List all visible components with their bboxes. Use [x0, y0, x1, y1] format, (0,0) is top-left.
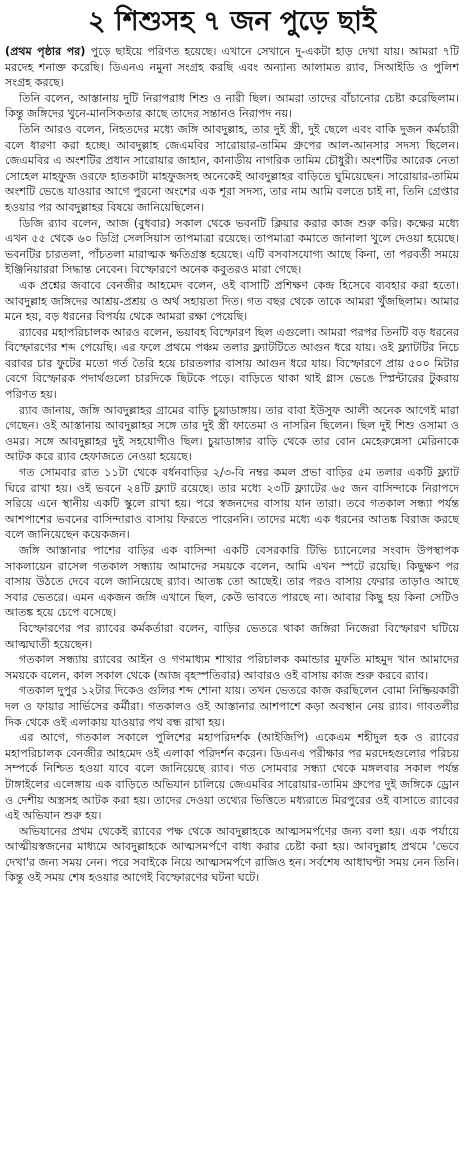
article-paragraph: বিস্ফোরণের পর র‍্যাবের কর্মকর্তারা বলেন, বাড়ির ভেতরে থাকা জঙ্গিরা নিজেরা বিস্ফোরণ ঘটিয়ে আত্মঘাতী হয়েছেন।: [5, 621, 459, 651]
article-paragraph: ডিজি র‍্যাব বলেন, আজ (বুধবার) সকাল থেকে ভবনটি ক্লিয়ার করার কাজ শুরু করি। কক্ষের মধ্যে এখন ৫৫ থেকে ৬০ ডিগ্রি সেলসিয়াস তাপমাত্রা রয়েছে। তাপমাত্রা কমাতে জানালা খুলে দেওয়া হয়েছে। ভবনটির চারতলা, পাঁচতলা মারাত্মক ক্ষতিগ্রস্ত হয়েছে। এটি বসবাসযোগ্য আছে কিনা, তা পরবর্তী সময়ে ইঞ্জিনিয়াররা সিদ্ধান্ত নেবেন। বিস্ফোরণে অনেক কবুতরও মারা গেছে।: [5, 216, 459, 277]
article-paragraph: তিনি আরও বলেন, নিহতদের মধ্যে জঙ্গি আবদুল্লাহ, তার দুই স্ত্রী, দুই ছেলে এবং বাকি দুজন কর্মচারী বলে ধারণা করা হচ্ছে। আবদুল্লাহ জেএমবির সারোয়ার-তামিম গ্রুপের আল-আনসার সদস্য ছিলেন। জেএমবির এ অংশটির প্রধান সারোয়ার জাহান, কানাডীয় নাগরিক তামিম চৌধুরী। অংশটির আরেক নেতা সোহেল মাহফুজ ওরফে হাতকাটা মাহফুজসহ অনেকেই আবদুল্লাহর বাড়িতে ঘুমিয়েছেন। সারোয়ার-তামিম অংশটি ভেঙে যাওয়ার আগে পুরনো অংশের এক শূরা সদস্য, তার নাম আমি বলতে চাই না, তিনি গ্রেপ্তার হওয়ার পর আবদুল্লাহর বিষয়ে জানিয়েছিলেন।: [5, 122, 459, 214]
article-paragraph: এর আগে, গতকাল সকালে পুলিশের মহাপরিদর্শক (আইজিপি) একেএম শহীদুল হক ও র‍্যাবের মহাপরিচালক বেনজীর আহমেদ ওই এলাকা পরিদর্শন করেন। ডিএনএ পরীক্ষার পর মরদেহগুলোর পরিচয় সম্পর্কে নিশ্চিত হওয়া যাবে বলে জানিয়েছে র‍্যাব। গত সোমবার সন্ধ্যা থেকে মঙ্গলবার সকাল পর্যন্ত টাঙ্গাইলের এলেঙ্গায় এক বাড়িতে অভিযান চালিয়ে জেএমবির সারোয়ার-তামিম গ্রুপের দুই জঙ্গিকে ড্রোন ও দেশীয় অস্ত্রসহ আটক করা হয়। তাদের দেওয়া তথ্যের ভিত্তিতে মধ্যরাতে মিরপুরের ওই বাসাতে র‍্যাবের এই অভিযান শুরু হয়।: [5, 731, 459, 823]
paragraph-text: পুড়ে ছাইয়ে পরিণত হয়েছে। এখানে সেখানে দু-একটা হাড় দেখা যায়। আমরা ৭টি মরদেহ শনাক্ত করেছি। ডিএনএ নমুনা সংগ্রহ করছি এবং অন্যান্য আলামত র‍্যাব, সিআইডি ও পুলিশ সংগ্রহ করছে।: [5, 45, 460, 90]
article-body: [5, 44, 459, 886]
article-headline: ২ শিশুসহ ৭ জন পুড়ে ছাই: [87, 6, 377, 37]
article-paragraph: গতকাল সন্ধ্যায় র‍্যাবের আইন ও গণমাধ্যম শাখার পরিচালক কমান্ডার মুফতি মাহমুদ খান আমাদের সময়কে বলেন, কাল সকাল থেকে (আজ বৃহস্পতিবার) আবারও ওই বাসায় কাজ শুরু করবে র‍্যাব।: [5, 653, 459, 682]
article-paragraph: [5, 44, 459, 91]
article-paragraph: গতকাল দুপুর ১২টার দিকেও গুলির শব্দ শোনা যায়। তখন ভেতরে কাজ করছিলেন বোমা নিষ্ক্রিয়কারী দল ও ফায়ার সার্ভিসের কর্মীরা। গতকালও ওই আস্তানার আশপাশে কড়া অবস্থান নেয় র‍্যাব। গাবতলীর দিক থেকে ওই এলাকায় যাওয়ার পথ বন্ধ রাখা হয়।: [5, 684, 459, 729]
article-paragraph: অভিযানের প্রথম থেকেই র‍্যাবের পক্ষ থেকে আবদুল্লাহকে আত্মসমর্পণের জন্য বলা হয়। এক পর্যায়ে আত্মীয়স্বজনের মাধ্যমে আবদুল্লাহকে আত্মসমর্পণে বাধ্য করার চেষ্টা করা হয়। আবদুল্লাহ প্রথমে 'ভেবে দেখা'র জন্য সময় নেন। পরে সবাইকে নিয়ে আত্মসমর্পণে রাজিও হন। সর্বশেষ আধাঘণ্টা সময় নেন তিনি। কিন্তু ওই সময় শেষ হওয়ার আগেই বিস্ফোরণের ঘটনা ঘটে।: [5, 824, 459, 885]
continuation-label: (প্রথম পৃষ্ঠার পর): [5, 45, 86, 58]
article-paragraph: র‍্যাবের মহাপরিচালক আরও বলেন, ভয়াবহ বিস্ফোরণ ছিল এগুলো। আমরা পরপর তিনটি বড় ধরনের বিস্ফোরণের শব্দ পেয়েছি। এর ফলে প্রথমে পঞ্চম তলার ফ্ল্যাটটিতে আগুন ধরে যায়। ওই ফ্ল্যাটটির নিচে বরাবর চার ফুটের মতো গর্ত তৈরি হয়ে চারতলার বাসায় আগুন ধরে যায়। বিস্ফোরণে প্রায় ৫০০ মিটার বেগে বিস্ফোরক পদার্থগুলো চারদিকে ছিটকে পড়ে। বাড়িতে থাকা থাই গ্লাস ভেঙে স্প্লিন্টারের টুকরায় পরিণত হয়।: [5, 325, 459, 402]
article-paragraph: র‍্যাব জানায়, জঙ্গি আবদুল্লাহর গ্রামের বাড়ি চুয়াডাঙ্গায়। তার বাবা ইউসুফ আলী অনেক আগেই মারা গেছেন। ওই আস্তানায় আবদুল্লাহর সঙ্গে তার দুই স্ত্রী ফাতেমা ও নাসরিন ছিলেন। ছিল দুই শিশু ওসামা ও ওমর। সঙ্গে আবদুল্লাহর দুই সহযোগীও ছিল। চুয়াডাঙ্গার বাড়ি থেকে তার বোন মেহেরুন্নেসা মেরিনাকে আটক করে র‍্যাব হেফাজতে নেওয়া হয়েছে।: [5, 403, 459, 464]
article-paragraph: জঙ্গি আস্তানার পাশের বাড়ির এক বাসিন্দা একটি বেসরকারি টিভি চ্যানেলের সংবাদ উপস্থাপক সাকলায়েন রাসেল গতকাল সন্ধ্যায় আমাদের সময়কে বলেন, আমি এখন স্পটে রয়েছি। কিছুক্ষণ পর বাসায় উঠতে দেবে বলে জানিয়েছে র‍্যাব। আতঙ্ক তো আছেই। তার পরও বাসায় ফেরার তাড়াও আছে সবার ভেতরে। এমন একজন জঙ্গি এখানে ছিল, কেউ ভাবতে পারছে না। আবার কিছু হয় কিনা সেটিও আতঙ্ক হয়ে চেপে বসেছে।: [5, 544, 459, 620]
article-paragraph: তিনি বলেন, আস্তানায় দুটি নিরাপরাধ শিশু ও নারী ছিল। আমরা তাদের বাঁচানোর চেষ্টা করেছিলাম। কিন্তু জঙ্গিদের খুনে-মানসিকতার কাছে তাদের সন্তানও নিরাপদ নয়।: [5, 91, 459, 121]
article-paragraph: গত সোমবার রাত ১১টা থেকে বর্ধনবাড়ির ২/৩-বি নম্বর কমল প্রভা বাড়ির ৫ম তলার একটি ফ্ল্যাট ঘিরে রাখা হয়। ওই ভবনে ২৪টি ফ্ল্যাট রয়েছে। তার মধ্যে ২৩টি ফ্ল্যাটের ৬৫ জন বাসিন্দাকে নিরাপদে সরিয়ে এনে স্থানীয় একটি স্কুলে রাখা হয়। পরে স্বজনদের বাসায় যান তারা। তবে গতকাল সন্ধ্যা পর্যন্ত আশপাশের ভবনের বাসিন্দারাও বাসায় ফিরতে পারেননি। তাদের মধ্যে এক ধরনের আতঙ্ক বিরাজ করছে বলে জানিয়েছেন কয়েকজন।: [5, 466, 459, 542]
article-paragraph: এক প্রশ্নের জবাবে বেনজীর আহমেদ বলেন, ওই বাসাটি প্রশিক্ষণ কেন্দ্র হিসেবে ব্যবহার করা হতো। আবদুল্লাহ জঙ্গিদের আশ্রয়-প্রশ্রয় ও অর্থ সহায়তা দিত। গত বছর থেকে তাকে আমরা খুঁজছিলাম। আমার মনে হয়, বড় ধরনের বিপর্যয় থেকে আমরা রক্ষা পেয়েছি।: [5, 278, 459, 324]
